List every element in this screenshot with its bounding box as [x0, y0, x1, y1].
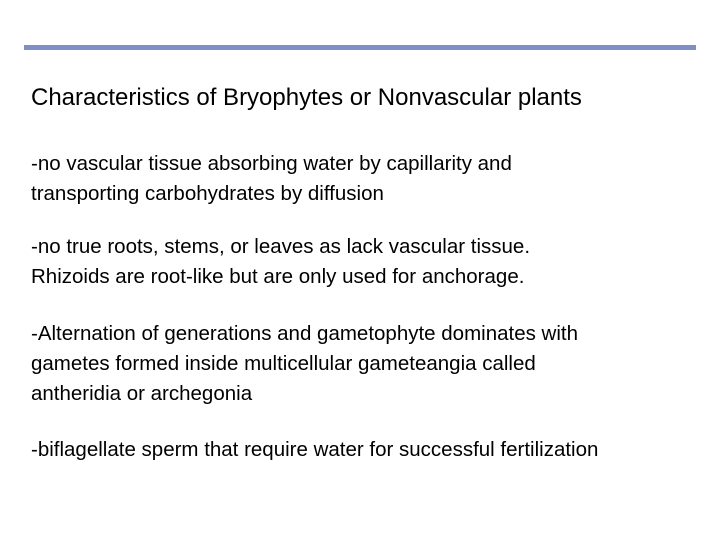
bullet-paragraph-alternation-of-generations: [31, 319, 578, 409]
paragraph-line: transporting carbohydrates by diffusion: [31, 182, 384, 205]
paragraph-line: antheridia or archegonia: [31, 382, 253, 405]
paragraph-line: -no vascular tissue absorbing water by capillarity and: [31, 152, 512, 175]
bullet-paragraph-roots-stems-leaves: [31, 232, 530, 292]
slide-title: Characteristics of Bryophytes or Nonvascular plants: [31, 84, 582, 111]
paragraph-line: gametes formed inside multicellular gameteangia called: [31, 352, 536, 375]
bullet-paragraph-biflagellate-sperm: [31, 435, 598, 465]
paragraph-line: -biflagellate sperm that require water for successful fertilization: [31, 438, 599, 461]
title-divider-rule: [24, 45, 696, 50]
bullet-paragraph-vascular-tissue: [31, 149, 512, 209]
paragraph-line: -no true roots, stems, or leaves as lack vascular tissue.: [31, 235, 531, 258]
paragraph-line: -Alternation of generations and gametophyte dominates with: [31, 322, 579, 345]
paragraph-line: Rhizoids are root-like but are only used for anchorage.: [31, 265, 525, 288]
